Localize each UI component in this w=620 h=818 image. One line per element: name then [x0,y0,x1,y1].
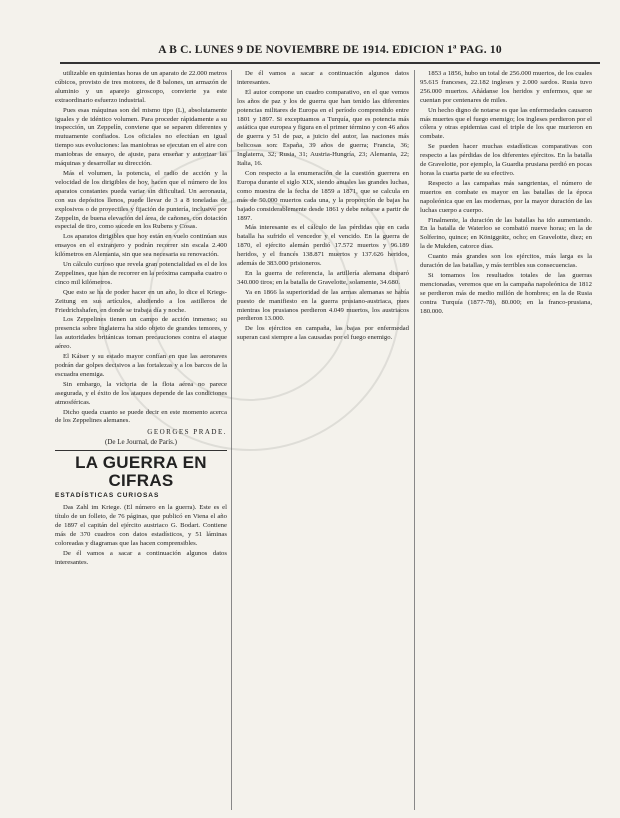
page-header: A B C. LUNES 9 DE NOVIEMBRE DE 1914. EDICION 1ª PAG. 10 [158,44,502,56]
col1-paragraph: Que esto se ha de poder hacer en un año, lo dice el Kriegs-Zeitung en sus artículos, aludiendo a los astilleros de Friedrichshafen, en donde se trabaja día y noche. [55,288,227,314]
col3-paragraph: Un hecho digno de notarse es que las enfermedades causaron más muertes que el fuego enemigo; los ingleses perdieron por el cólera y otras epidemias casi el triple de los que murieron en combate. [420,106,592,141]
col2-paragraph: Ya en 1866 la superioridad de las armas alemanas se había puesto de manifiesto en la guerra prusiano-austriaca, pues mientras los prusianos perdieron 4.049 muertos, los austriacos perdieron 13.000. [237,288,409,323]
col3-paragraph: Respecto a las campañas más sangrientas, el número de muertos en combate es mayor en las batallas de la época napoleónica que en las modernas, por la mayor duración de las luchas cuerpo a cuerpo. [420,179,592,214]
col1-paragraph: Pues esas máquinas son del mismo tipo (L), absolutamente iguales y de idéntico volumen. Para proceder rápidamente a su inspección, un Zeppelín, conviene que se separen diferentes y mutuamente confiados. Los oficiales no efectúan en igual tiempo sus evoluciones: las maniobras se ejecutan en el aire con maniobras de ensayo, de ajuste, para enseñar y autorizar las máquinas y desarrollar su dirección. [55,106,227,168]
col1-paragraph: Dicho queda cuanto se puede decir en este momento acerca de los Zeppelines alemanes. [55,408,227,425]
col3-paragraph: Finalmente, la duración de las batallas ha ido aumentando. En la batalla de Waterloo se combatió nueve horas; en la de Solferino, quince; en Königgrätz, ocho; en Gravelotte, diez; en la de Mukden, catorce días. [420,216,592,251]
col1-paragraph: Los Zeppelines tienen un campo de acción inmenso; su presencia sobre Inglaterra ha sido objeto de grandes temores, y las autoridades británicas toman precauciones contra el ataque aéreo. [55,316,227,351]
col3-paragraph: Cuanto más grandes son los ejércitos, más larga es la duración de las batallas, y más terribles sus consecuencias. [420,253,592,270]
article-subheadline: ESTADÍSTICAS CURIOSAS [55,492,160,500]
col1-paragraph: utilizable en quinientas horas de un aparato de 22.000 metros cúbicos, provisto de tres motores, de 8 balones, un armazón de aluminio y un aparejo giroscopo, convierte ya este extraordinario esfuerzo industrial. [55,70,227,104]
col2-paragraph: Con respecto a la enumeración de la cuestión guerrera en Europa durante el siglo XIX, siendo anuales las grandes luchas, como muestra de la fecha de 1859 a 1871, que se calcula en más de 50.000 muertos cada una, y la proporción de bajas ha bajado considerablemente desde 1861 y debe notarse a partir de 1897. [237,169,409,222]
col1-paragraph: Los aparatos dirigibles que hoy están en vuelo continúan sus ensayos en el extranjero y podrán recorrer sin escala 2.400 kilómetros en Alemania, sin que sea necesaria su renovación. [55,233,227,259]
col1-paragraph: El Káiser y su estado mayor confían en que las aeronaves podrán dar golpes decisivos a las fortalezas y a los barcos de la escuadra enemiga. [55,353,227,378]
header-rule [60,62,600,64]
col2-paragraph: El autor compone un cuadro comparativo, en el que vemos los años de paz y los de guerra que han tenido las diferentes potencias militares de Europa en el período comprendido entre 1801 y 1897. Si exceptuamos a Turquía, que es potencia más asiática que europea y figura en el primer término y con 46 años de guerra y 51 de paz, a juicio del autor, las naciones más belicosas son: España, 39 años de guerra; Francia, 36; Inglaterra, 32; Rusia, 31; Austria-Hungría, 23; Alemania, 22; Italia, 16. [237,88,409,168]
article-headline: LA GUERRA EN CIFRAS [75,453,207,491]
col3-paragraph: Si tomamos los resultados totales de las guerras mencionadas, veremos que en la campaña napoleónica de 1812 se perdieron más de medio millón de hombres; en la de Rusia contra Turquía (1877-78), 80.000; en la franco-prusiana, 180.000. [420,271,592,315]
section-rule [55,450,227,451]
col1-paragraph: Sin embargo, la victoria de la flota aérea no parece asegurada, y el éxito de los ataques depende de las condiciones atmosféricas. [55,380,227,406]
article-signature: GEORGES PRADE. [147,428,227,437]
column-divider-1 [231,70,232,810]
col3-paragraph: 1853 a 1856, hubo un total de 256.000 muertos, de los cuales 95.615 franceses, 22.182 ingleses y 2.000 sardos. Rusia tuvo 256.000 muertos. Añádanse los heridos y enfermos, que se cuentan por centenares de miles. [420,70,592,104]
col1-paragraph: Das Zahl im Kriege. (El número en la guerra). Este es el título de un folleto, de 76 páginas, que publicó en Viena el año de 1897 el capitán del ejército austriaco G. Bodart. Contiene más de 370 cuadros con datos estadísticos, y 51 láminas coloreadas y diagramas que las hacen comprensibles. [55,504,227,547]
col2-paragraph: En la guerra de referencia, la artillería alemana disparó 340.000 tiros; en la batalla de Gravelotte, solamente, 34.680. [237,269,409,286]
col1-paragraph: De él vamos a sacar a continuación algunos datos interesantes. [55,549,227,566]
col1-paragraph: Más el volumen, la potencia, el radio de acción y la velocidad de los dirigibles de hoy, hacen que el número de los aparatos constantes pueda variar sin dificultad. Un aeronauta, con sus depósitos llenos, puede llevar de 3 a 8 toneladas de explosivos o de proyectiles y fijación de puntería, inclusive por Zeppelin, de buena elevación del área, de cañones, con dotación especial de tiro, como sucede en los Rubens y Cosas. [55,169,227,231]
column-divider-2 [414,70,415,810]
col3-paragraph: Se pueden hacer muchas estadísticas comparativas con respecto a las pérdidas de los diferentes ejércitos. En la batalla de Gravelotte, por ejemplo, la Guardia prusiana perdió en pocas horas la cuarta parte de su efectivo. [420,143,592,177]
column-2 [237,70,409,810]
col1-paragraph: Un cálculo curioso que revela gran potencialidad es el de los Zeppelines, que han de recorrer en la próxima campaña cuatro o cinco mil kilómetros. [55,261,227,286]
column-3 [420,70,592,810]
column-1 [55,70,227,810]
article-source: (De Le Journal, de París.) [105,438,177,447]
col2-paragraph: De los ejércitos en campaña, las bajas por enfermedad superan casi siempre a las causadas por el fuego enemigo. [237,325,409,342]
col2-paragraph: De él vamos a sacar a continuación algunos datos interesantes. [237,70,409,86]
col2-paragraph: Más interesante es el cálculo de las pérdidas que en cada batalla ha sufrido el vencedor y el vencido. En la guerra de 1870, el ejército alemán perdió 17.572 muertos y 96.189 heridos, y el francés 138.871 muertos y 137.626 heridos, además de 383.000 prisioneros. [237,224,409,268]
